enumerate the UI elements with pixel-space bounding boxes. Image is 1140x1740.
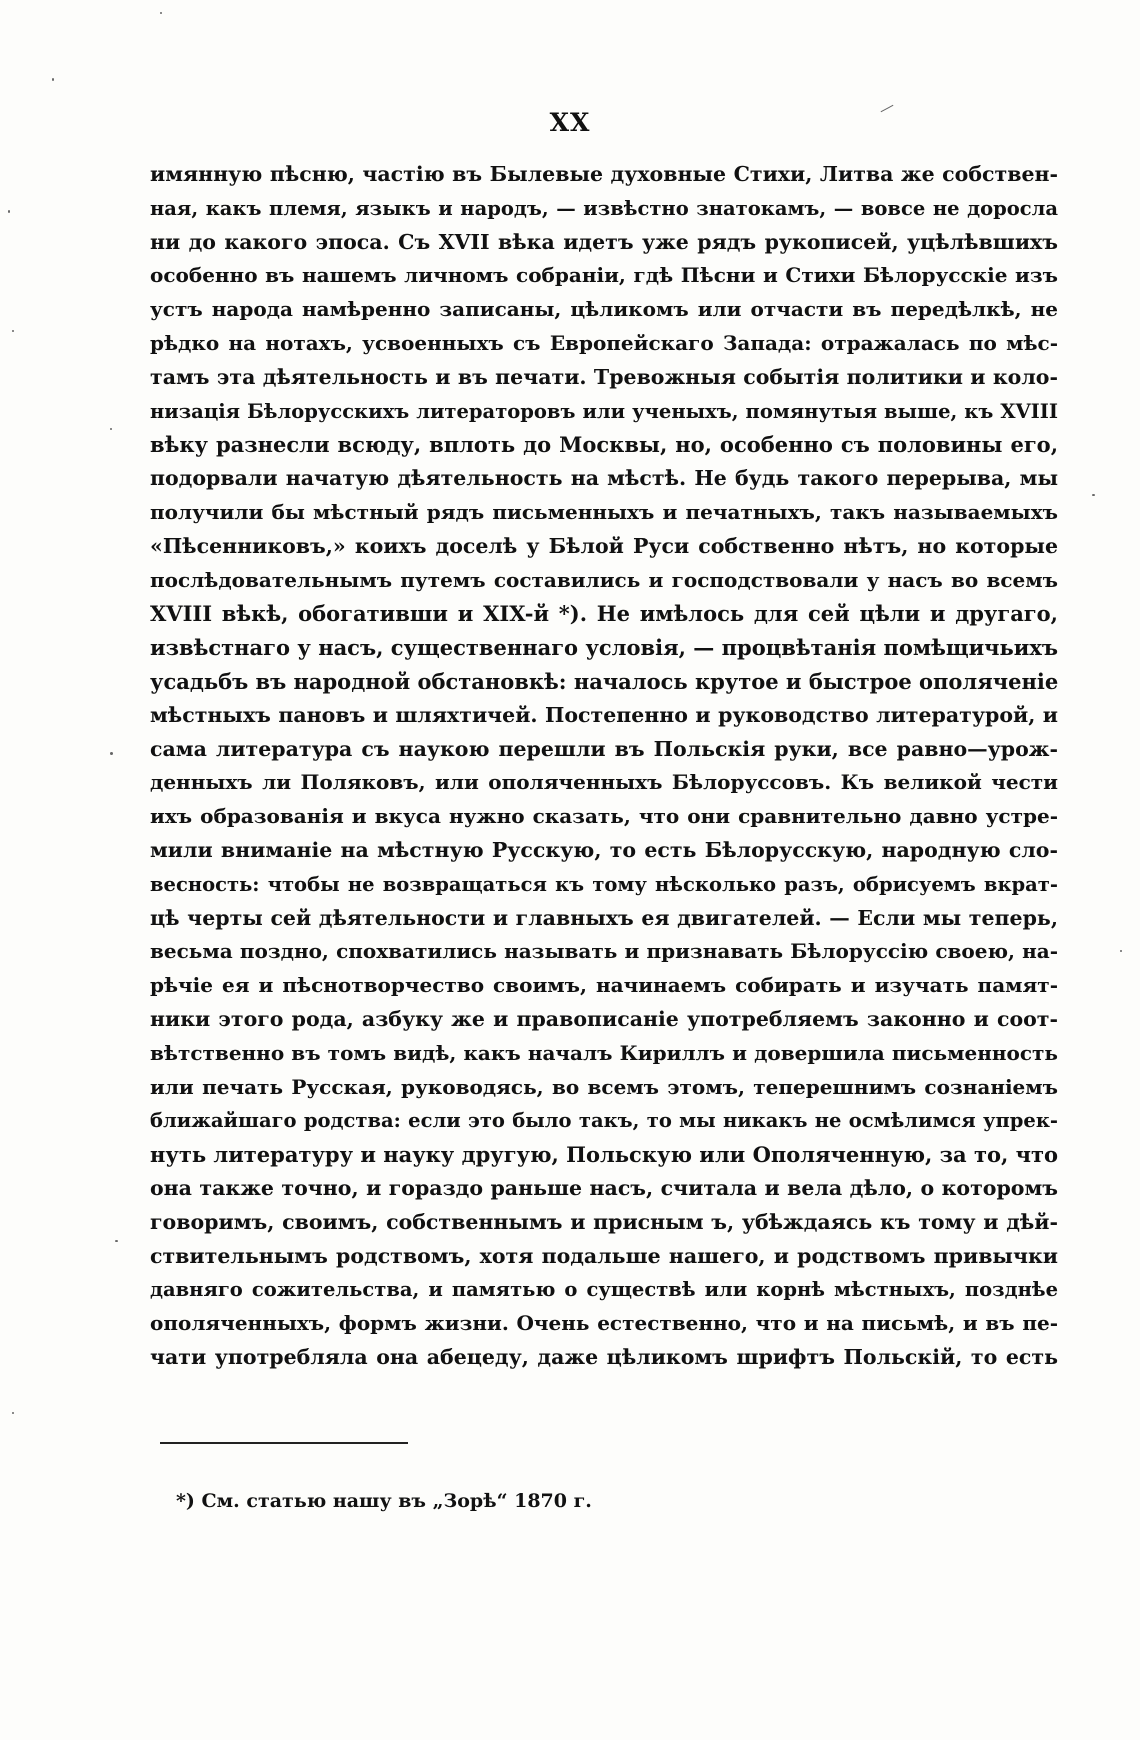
text-line: весьма поздно, спохватились называть и признавать Бѣлоруссію своею, на- [150,939,1058,964]
text-line: тамъ эта дѣятельность и въ печати. Тревожныя событія политики и коло- [150,364,1058,389]
text-line: весность: чтобы не возвращаться къ тому нѣсколько разъ, обрисуемъ вкрат- [150,872,1058,896]
scan-speck [1092,494,1095,496]
body-text [150,158,1058,1375]
text-line: говоримъ, своимъ, собственнымъ и присным ъ, убѣждаясь къ тому и дѣй- [150,1209,1058,1234]
footnote: *) См. статью нашу въ „Зорѣ“ 1870 г. [176,1490,592,1512]
text-line: ствительнымъ родствомъ, хотя подальше нашего, и родствомъ привычки [150,1243,1058,1268]
text-line: рѣчіе ея и пѣснотворчество своимъ, начинаемъ собирать и изучать памят- [150,973,1058,998]
footnote-divider [160,1442,408,1444]
text-line: ихъ образованія и вкуса нужно сказать, что они сравнительно давно устре- [150,804,1058,829]
text-line: чати употребляла она абецеду, даже цѣликомъ шрифтъ Польскій, то есть [150,1344,1058,1369]
text-line: вѣку разнесли всюду, вплоть до Москвы, но, особенно съ половины его, [150,432,1058,458]
text-line: имянную пѣсню, частію въ Былевые духовные Стихи, Литва же собствен- [150,162,1058,186]
scan-speck [115,1240,118,1242]
text-line: ная, какъ племя, языкъ и народъ, — извѣстно знатокамъ, — вовсе не доросла [150,196,1058,220]
scan-speck [52,78,54,81]
text-line: мили вниманіе на мѣстную Русскую, то есть Бѣлорусскую, народную сло- [150,837,1058,862]
text-line: вѣтственно въ томъ видѣ, какъ началъ Кириллъ и довершила письменность [150,1040,1058,1065]
scan-speck [1120,950,1122,952]
scan-speck [160,12,162,14]
text-line: мѣстныхъ пановъ и шляхтичей. Постепенно и руководство литературой, и [150,702,1058,727]
text-line: получили бы мѣстный рядъ письменныхъ и печатныхъ, такъ называемыхъ [150,499,1058,524]
text-line: усадьбъ въ народной обстановкѣ: началось крутое и быстрое ополяченіе [150,668,1059,694]
text-line: сама литература съ наукою перешли въ Польскія руки, все равно—урож- [150,736,1058,761]
scan-speck [110,428,112,430]
text-line: цѣ черты сей дѣятельности и главныхъ ея двигателей. — Если мы теперь, [150,905,1058,930]
text-line: она также точно, и гораздо раньше насъ, считала и вела дѣло, о которомъ [150,1175,1058,1200]
text-line: устъ народа намѣренно записаны, цѣликомъ или отчасти въ передѣлкѣ, не [150,297,1058,322]
text-line: денныхъ ли Поляковъ, или ополяченныхъ Бѣлоруссовъ. Къ великой чести [150,770,1058,795]
scan-speck [110,752,113,755]
text-line: «Пѣсенниковъ,» коихъ доселѣ у Бѣлой Руси собственно нѣтъ, но которые [150,533,1058,558]
text-line: ближайшаго родства: если это было такъ, то мы никакъ не осмѣлимся упрек- [150,1109,1058,1133]
text-line: ополяченныхъ, формъ жизни. Очень естественно, что и на письмѣ, и въ пе- [150,1311,1058,1336]
page-number: XX [549,108,591,137]
text-line: низація Бѣлорусскихъ литераторовъ или ученыхъ, помянутыя выше, къ XVIII [150,399,1058,423]
text-line: послѣдовательнымъ путемъ составились и господствовали у насъ во всемъ [150,567,1058,592]
text-line: рѣдко на нотахъ, усвоенныхъ съ Европейскаго Запада: отражалась по мѣс- [150,330,1058,355]
scan-speck [12,1412,14,1414]
text-line: давняго сожительства, и памятью о существѣ или корнѣ мѣстныхъ, позднѣе [150,1278,1058,1302]
text-line: нуть литературу и науку другую, Польскую или Ополяченную, за то, что [150,1142,1058,1168]
text-line: подорвали начатую дѣятельность на мѣстѣ. Не будь такого перерыва, мы [150,466,1058,491]
text-line: ники этого рода, азбуку же и правописаніе употребляемъ законно и соот- [150,1006,1058,1031]
scan-speck [12,330,14,332]
text-line: или печать Русская, руководясь, во всемъ этомъ, теперешнимъ сознаніемъ [150,1074,1058,1099]
text-line: ни до какого эпоса. Съ XVII вѣка идетъ уже рядъ рукописей, уцѣлѣвшихъ [150,229,1058,254]
text-line: особенно въ нашемъ личномъ собраніи, гдѣ Пѣсни и Стихи Бѣлорусскіе изъ [150,263,1058,288]
text-line: XVIII вѣкѣ, обогативши и XIX-й *). Не имѣлось для сей цѣли и другаго, [150,601,1058,627]
text-line: извѣстнаго у насъ, существеннаго условія, — процвѣтанія помѣщичьихъ [150,635,1058,661]
scan-speck [8,210,10,213]
